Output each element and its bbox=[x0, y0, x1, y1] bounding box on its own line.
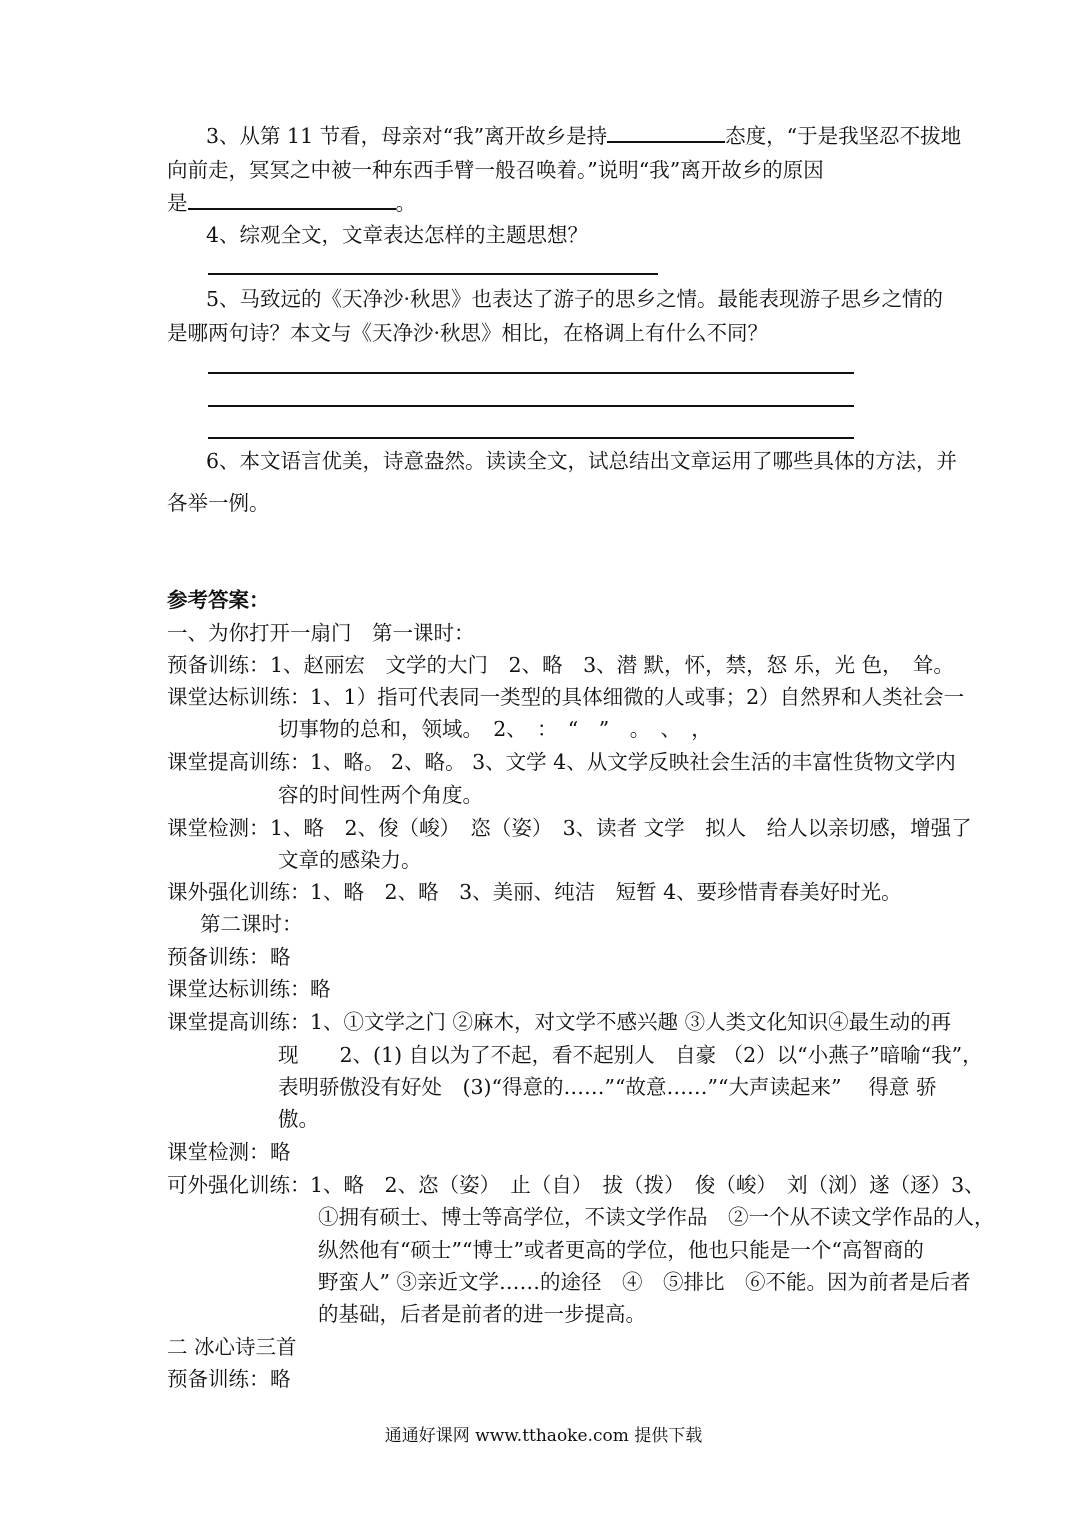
answer-text: 1、略 2、略 3、美丽、纯洁 短暂 4、要珍惜青春美好时光。 bbox=[310, 880, 902, 904]
answer-line bbox=[208, 372, 854, 374]
answer-label: 预备训练： bbox=[167, 653, 270, 677]
answer-label: 可外强化训练： bbox=[167, 1173, 311, 1197]
answer-line bbox=[208, 273, 658, 275]
answer-text: 略 bbox=[270, 1140, 291, 1164]
question-5-line-2: 是哪两句诗？本文与《天净沙·秋思》相比，在格调上有什么不同？ bbox=[167, 321, 769, 345]
answer-label: 课堂检测： bbox=[167, 1140, 270, 1164]
question-3-text-e: 。 bbox=[395, 191, 416, 215]
question-4: 4、综观全文，文章表达怎样的主题思想？ bbox=[206, 223, 589, 247]
answer-text: 纵然他有“硕士”“博士”或者更高的学位，他也只能是一个“高智商的 bbox=[318, 1238, 924, 1262]
question-3-text-d: 是 bbox=[167, 191, 188, 215]
answer-text: 现 2、(1) 自以为了不起，看不起别人 自豪 （2）以“小燕子”暗喻“我”， bbox=[278, 1043, 983, 1067]
answer-text: 略 bbox=[310, 977, 331, 1001]
question-3-line-2: 向前走，冥冥之中被一种东西手臂一般召唤着。”说明“我”离开故乡的原因 bbox=[167, 158, 824, 182]
answer-text: 略 bbox=[270, 945, 291, 969]
question-6-line-1: 6、本文语言优美，诗意盎然。读读全文，试总结出文章运用了哪些具体的方法，并 bbox=[206, 449, 958, 473]
question-3-text-b: 态度，“于是我坚忍不拔地 bbox=[725, 124, 962, 148]
answer-text: 文章的感染力。 bbox=[278, 848, 422, 872]
question-3-text-a: 3、从第 11 节看，母亲对“我”离开故乡是持 bbox=[206, 124, 608, 148]
answer-text: 1、略 2、俊（峻） 恣（姿） 3、读者 文学 拟人 给人以亲切感，增强了 bbox=[270, 816, 972, 840]
answer-text: 傲。 bbox=[278, 1107, 319, 1131]
answer-label: 课堂提高训练： bbox=[167, 1010, 311, 1034]
lesson-2-title: 第二课时： bbox=[200, 912, 303, 936]
answer-text: 切事物的总和，领域。 2、 ： “ ” 。 、 ， bbox=[278, 717, 712, 741]
answer-blank bbox=[188, 188, 396, 210]
answer-text: 1、①文学之门 ②麻木，对文学不感兴趣 ③人类文化知识④最生动的再 bbox=[310, 1010, 952, 1034]
question-5-line-1: 5、马致远的《天净沙·秋思》也表达了游子的思乡之情。最能表现游子思乡之情的 bbox=[206, 287, 944, 311]
answer-text: 1、略 2、恣（姿） 止（自） 拔（拨） 俊（峻） 刘（浏）遂（逐）3、 bbox=[310, 1173, 985, 1197]
answer-label: 预备训练： bbox=[167, 1367, 270, 1391]
answer-line bbox=[208, 437, 854, 439]
answer-label: 预备训练： bbox=[167, 945, 270, 969]
answer-text: 表明骄傲没有好处 (3)“得意的……”“故意……”“大声读起来” 得意 骄 bbox=[278, 1075, 937, 1099]
answer-text: 略 bbox=[270, 1367, 291, 1391]
answer-text: 1、赵丽宏 文学的大门 2、略 3、潜 默，怀，禁，怒 乐，光 色， 耸。 bbox=[270, 653, 954, 677]
answer-blank bbox=[607, 121, 725, 143]
answer-text: 的基础，后者是前者的进一步提高。 bbox=[318, 1302, 646, 1326]
answer-text: 野蛮人” ③亲近文学……的途径 ④ ⑤排比 ⑥不能。因为前者是后者 bbox=[318, 1270, 971, 1294]
answer-label: 课堂提高训练： bbox=[167, 750, 311, 774]
answer-text: 1、1）指可代表同一类型的具体细微的人或事；2）自然界和人类社会一 bbox=[310, 685, 965, 709]
answer-label: 课堂达标训练： bbox=[167, 685, 311, 709]
answer-text: ①拥有硕士、博士等高学位，不读文学作品 ②一个从不读文学作品的人， bbox=[318, 1205, 995, 1229]
answer-label: 课堂检测： bbox=[167, 816, 270, 840]
answer-line bbox=[208, 405, 854, 407]
question-3-line-3 bbox=[167, 186, 416, 220]
question-6-line-2: 各举一例。 bbox=[167, 491, 270, 515]
answer-text: 1、略。 2、略。 3、文学 4、从文学反映社会生活的丰富性货物文学内 bbox=[310, 750, 956, 774]
answer-label: 课外强化训练： bbox=[167, 880, 311, 904]
answer-text: 容的时间性两个角度。 bbox=[278, 783, 483, 807]
page-footer: 通通好课网 www.tthaoke.com 提供下载 bbox=[384, 1426, 703, 1446]
question-3-line-1 bbox=[206, 119, 961, 153]
section-1-title: 一、为你打开一扇门 第一课时： bbox=[167, 621, 475, 645]
answers-heading: 参考答案： bbox=[167, 588, 270, 612]
answer-label: 课堂达标训练： bbox=[167, 977, 311, 1001]
section-2-title: 二 冰心诗三首 bbox=[167, 1335, 297, 1359]
